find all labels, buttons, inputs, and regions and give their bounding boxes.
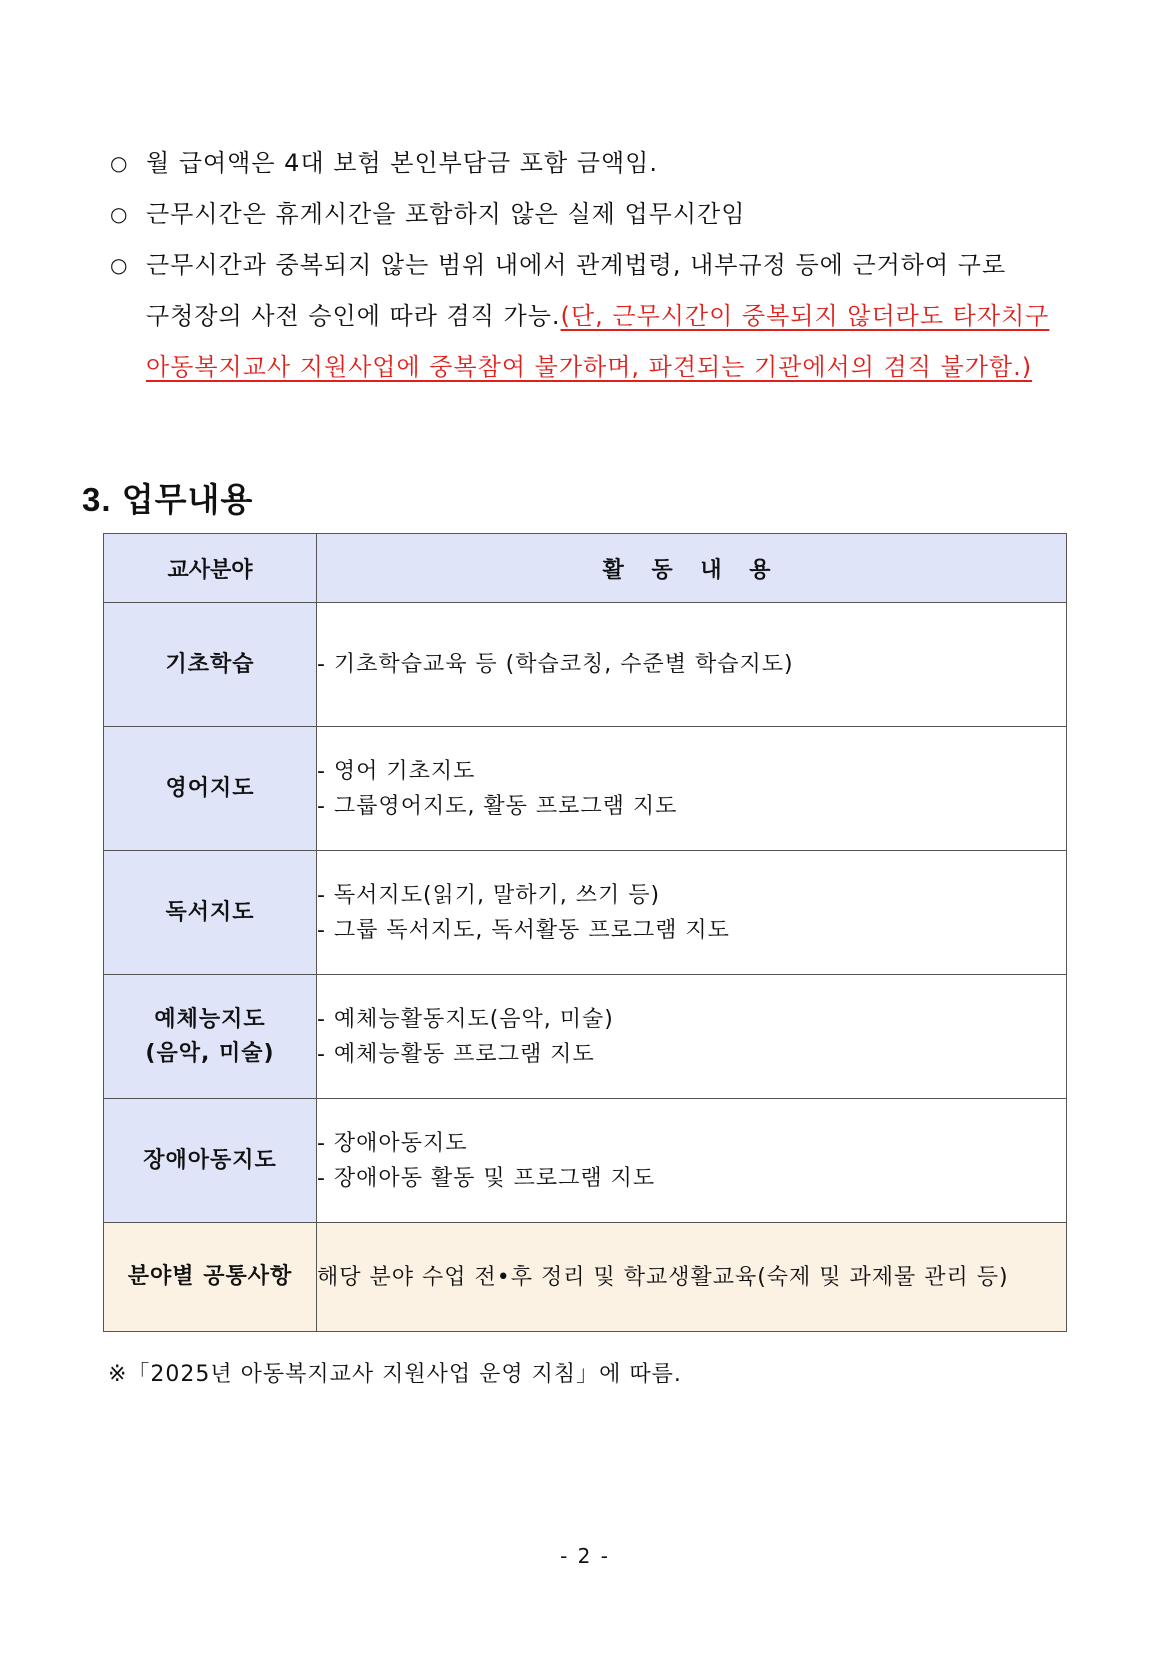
- field-label: 영어지도: [165, 775, 255, 801]
- activity-cell: [317, 975, 1067, 1099]
- circle-bullet-icon: ○: [110, 202, 129, 226]
- table-row: [104, 727, 1067, 851]
- table-row-common: [104, 1223, 1067, 1332]
- duties-table: [103, 533, 1067, 1332]
- note-warning-text: 아동복지교사 지원사업에 중복참여 불가하며, 파견되는 기관에서의 겸직 불가함.): [146, 353, 1033, 381]
- activity-line: - 그룹 독서지도, 독서활동 프로그램 지도: [317, 917, 730, 943]
- activity-cell: [317, 727, 1067, 851]
- note-item: [110, 189, 1090, 240]
- note-text: 구청장의 사전 승인에 따라 겸직 가능.: [146, 302, 561, 330]
- field-cell: [104, 851, 317, 975]
- note-text: 월 급여액은 4대 보험 본인부담금 포함 금액임.: [146, 149, 658, 177]
- circle-bullet-icon: ○: [110, 151, 129, 175]
- activity-line: - 독서지도(읽기, 말하기, 쓰기 등): [317, 882, 661, 908]
- activity-line: - 그룹영어지도, 활동 프로그램 지도: [317, 793, 678, 819]
- activity-cell: [317, 1099, 1067, 1223]
- notes-list: [110, 138, 1090, 393]
- common-field-cell: 분야별 공통사항: [104, 1223, 317, 1332]
- activity-line: - 예체능활동지도(음악, 미술): [317, 1006, 614, 1032]
- header-field: 교사분야: [104, 534, 317, 603]
- table-row: [104, 975, 1067, 1099]
- section-title: 3. 업무내용: [82, 481, 254, 518]
- table-row: [104, 851, 1067, 975]
- note-item: [110, 240, 1090, 393]
- activity-cell: [317, 851, 1067, 975]
- note-text-line: [146, 291, 1090, 342]
- field-label: 예체능지도: [154, 1006, 266, 1032]
- common-activity-cell: 해당 분야 수업 전•후 정리 및 학교생활교육(숙제 및 과제물 관리 등): [317, 1223, 1067, 1332]
- note-text-line: 근무시간과 중복되지 않는 범위 내에서 관계법령, 내부규정 등에 근거하여 구로: [146, 251, 1007, 279]
- activity-cell: [317, 603, 1067, 727]
- field-label: (음악, 미술): [145, 1040, 275, 1066]
- note-text: 근무시간은 휴게시간을 포함하지 않은 실제 업무시간임: [146, 200, 746, 228]
- field-cell: [104, 1099, 317, 1223]
- page-number: - 2 -: [560, 1544, 610, 1568]
- table-row: [104, 603, 1067, 727]
- activity-line: - 예체능활동 프로그램 지도: [317, 1041, 595, 1067]
- field-cell: [104, 603, 317, 727]
- note-warning-text: (단, 근무시간이 중복되지 않더라도 타자치구: [560, 302, 1050, 330]
- activity-line: - 기초학습교육 등 (학습코칭, 수준별 학습지도): [317, 652, 794, 677]
- footnote: ※「2025년 아동복지교사 지원사업 운영 지침」에 따름.: [108, 1362, 682, 1387]
- activity-line: - 장애아동 활동 및 프로그램 지도: [317, 1165, 656, 1191]
- circle-bullet-icon: ○: [110, 253, 129, 277]
- table-row: [104, 1099, 1067, 1223]
- activity-line: - 장애아동지도: [317, 1130, 468, 1156]
- field-cell: [104, 975, 317, 1099]
- field-cell: [104, 727, 317, 851]
- table-header-row: [104, 534, 1067, 603]
- note-item: [110, 138, 1090, 189]
- activity-line: - 영어 기초지도: [317, 758, 476, 784]
- field-label: 기초학습: [165, 651, 255, 677]
- field-label: 독서지도: [165, 899, 255, 925]
- field-label: 장애아동지도: [143, 1147, 277, 1173]
- header-activity: 활 동 내 용: [317, 534, 1067, 603]
